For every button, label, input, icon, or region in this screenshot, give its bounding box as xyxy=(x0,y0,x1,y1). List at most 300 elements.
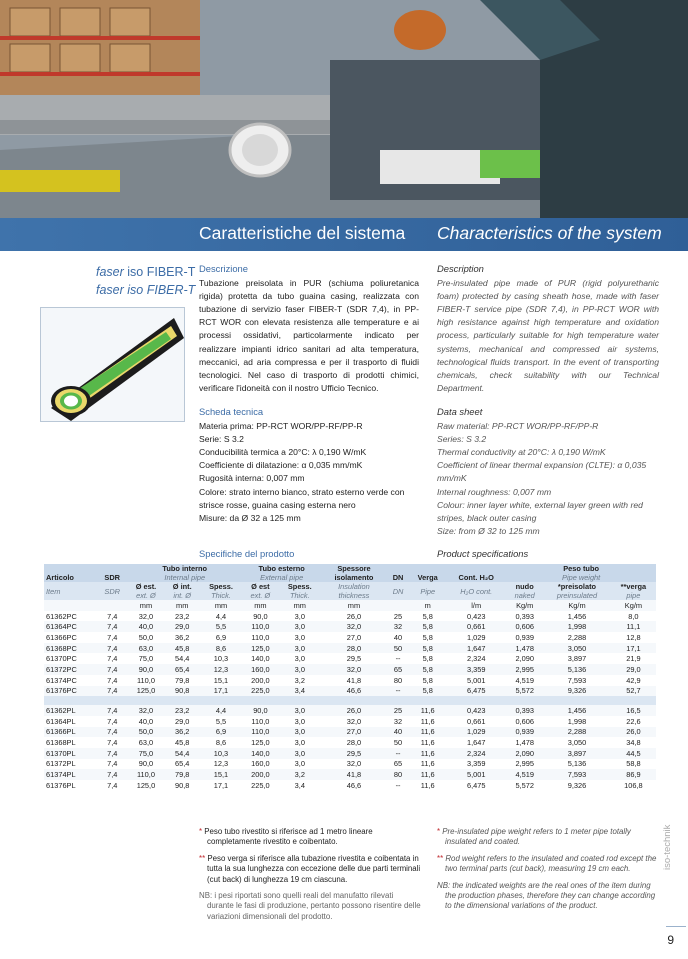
table-cell: 1,478 xyxy=(506,643,543,654)
table-cell: 140,0 xyxy=(242,748,278,759)
table-cell: 2,090 xyxy=(506,748,543,759)
table-cell: 6,9 xyxy=(200,727,243,738)
table-cell: 7,4 xyxy=(107,780,118,790)
hdr-sdr-en: SDR xyxy=(97,582,127,600)
unit-cell: mm xyxy=(279,600,322,611)
table-cell: 11,1 xyxy=(611,621,656,632)
table-cell: 9,326 xyxy=(543,686,611,697)
unit-cell: l/m xyxy=(446,600,506,611)
table-cell: 17,1 xyxy=(611,643,656,654)
table-cell: 32,0 xyxy=(321,664,387,675)
table-cell: 2,324 xyxy=(466,654,486,664)
table-cell: 23,2 xyxy=(175,611,190,621)
table-cell: 7,4 xyxy=(107,738,118,748)
datasheet-line: Coefficient of linear thermal expansion (CLTE): α 0,035 mm/mK xyxy=(437,460,647,484)
table-cell: 3,4 xyxy=(294,780,305,790)
table-cell: 46,6 xyxy=(321,686,387,697)
scheda-heading: Scheda tecnica xyxy=(199,405,264,417)
scheda-line: Conducibilità termica a 20°C: λ 0,190 W/mK xyxy=(199,447,367,458)
article-code: 61368PL xyxy=(46,738,76,748)
table-cell: 4,519 xyxy=(506,769,543,780)
product-name-1: faser iso FIBER-T xyxy=(96,265,196,279)
table-cell: 5,136 xyxy=(567,759,587,769)
table-cell: 0,393 xyxy=(515,611,534,621)
table-separator xyxy=(44,696,656,705)
group-tubo-esterno: Tubo esterno xyxy=(242,564,321,573)
pipe-layers-illustration xyxy=(41,308,184,421)
table-cell: 11,6 xyxy=(409,705,446,716)
table-row xyxy=(44,705,656,716)
table-cell: 3,359 xyxy=(466,759,486,769)
table-cell: 45,8 xyxy=(165,643,200,654)
table-cell: 90,0 xyxy=(242,705,278,716)
note: ** Peso verga si riferisce alla tubazione rivestita e coibentata in tutta la sua lunghezza con eccezione delle due parti terminali (cut back) di lunghezza 19 cm ciascuna. xyxy=(199,853,421,884)
table-cell: 125,0 xyxy=(251,738,270,748)
table-cell: 3,2 xyxy=(279,769,322,780)
table-cell: 26,0 xyxy=(346,611,362,621)
table-row xyxy=(44,769,656,780)
notes-english xyxy=(437,827,659,918)
table-cell: 125,0 xyxy=(127,686,165,697)
table-cell: 200,0 xyxy=(242,769,278,780)
table-cell: 15,1 xyxy=(213,675,229,685)
unit-cell: mm xyxy=(165,600,200,611)
article-code: 61366PL xyxy=(44,727,97,738)
hdr-dn-en: DN xyxy=(387,582,409,600)
table-cell: 63,0 xyxy=(127,643,165,654)
table-row xyxy=(44,632,656,643)
table-cell: 3,0 xyxy=(279,643,322,654)
table-cell: 54,4 xyxy=(165,748,200,759)
product-spec-table xyxy=(44,564,656,791)
table-cell: 3,0 xyxy=(294,738,305,748)
table-cell: 65 xyxy=(387,664,409,675)
table-cell: 65,4 xyxy=(165,664,200,675)
table-cell: 9,326 xyxy=(567,780,587,790)
table-cell: -- xyxy=(387,686,409,697)
table-cell: 1,029 xyxy=(446,727,506,738)
scheda-line: Rugosità interna: 0,007 mm xyxy=(199,473,305,484)
table-cell: 7,4 xyxy=(97,621,127,632)
table-cell: -- xyxy=(395,654,401,664)
table-cell: 3,050 xyxy=(567,738,587,748)
description-text: Pre-insulated pipe made of PUR (rigid polyurethanic foam) protected by casing sheath hose, made with faser FIBER-T service pipe (SDR 7,4), in PP-RCT WOR with high resistance against high temperature and oxidation process, particularly suitable for high temperature water systems, mechanical and compressed air systems, technological fluids transport. In the event of transporting chemicals, check suitability with our Technical Department. xyxy=(437,278,659,393)
table-cell: 42,9 xyxy=(626,675,641,685)
article-code: 61362PL xyxy=(44,705,97,716)
table-cell: 25 xyxy=(387,705,409,716)
group-peso: Peso tubo xyxy=(506,564,656,573)
article-code: 61376PL xyxy=(46,780,76,790)
table-cell: 29,5 xyxy=(321,748,387,759)
table-cell: 41,8 xyxy=(346,675,362,685)
table-cell: 11,6 xyxy=(420,738,435,748)
unit-cell: mm xyxy=(321,600,387,611)
english-column xyxy=(437,262,659,538)
group-spessore: Spessore xyxy=(321,564,387,573)
table-cell: 32,0 xyxy=(321,621,387,632)
factory-pipes-illustration xyxy=(0,0,688,218)
datasheet-line: Colour: inner layer white, external layer green with red stripes, black outer casing xyxy=(437,499,643,523)
table-cell: 29,0 xyxy=(175,716,190,726)
table-cell: 140,0 xyxy=(251,654,270,664)
table-cell: 90,0 xyxy=(253,611,268,621)
table-cell: 3,4 xyxy=(279,686,322,697)
hdr-isolamento: isolamento xyxy=(321,573,387,582)
table-cell: 0,939 xyxy=(506,727,543,738)
table-cell: 22,6 xyxy=(626,716,641,726)
table-cell: 11,6 xyxy=(420,716,435,726)
scheda-line: Materia prima: PP-RCT WOR/PP-RF/PP-R xyxy=(199,421,363,432)
table-cell: 7,4 xyxy=(107,675,118,685)
unit-cell xyxy=(97,600,127,611)
table-cell: 29,5 xyxy=(346,654,362,664)
hdr-o-est: Ø est. ext. Ø xyxy=(127,582,165,600)
article-code: 61376PC xyxy=(44,686,97,697)
table-cell: 5,8 xyxy=(422,675,433,685)
unit-cell: mm xyxy=(127,600,165,611)
datasheet-line: Series: S 3.2 xyxy=(437,434,487,445)
table-cell: 8,0 xyxy=(628,611,639,621)
unit-cell: mm xyxy=(242,600,278,611)
table-cell: 3,897 xyxy=(567,654,587,664)
table-cell: 7,4 xyxy=(107,759,118,769)
table-cell: 1,456 xyxy=(543,705,611,716)
datasheet-line: Raw material: PP-RCT WOR/PP-RF/PP-R xyxy=(437,421,599,432)
table-cell: -- xyxy=(387,748,409,759)
table-cell: 3,050 xyxy=(543,643,611,654)
table-cell: 12,8 xyxy=(626,632,641,642)
table-cell: 0,423 xyxy=(466,611,486,621)
table-cell: 79,8 xyxy=(165,769,200,780)
table-cell: 0,606 xyxy=(515,716,534,726)
table-cell: 90,0 xyxy=(138,759,154,769)
table-cell: 32,0 xyxy=(346,716,362,726)
note: * Peso tubo rivestito si riferisce ad 1 metro lineare completamente rivestito e coibentato. xyxy=(199,827,373,847)
table-body xyxy=(44,600,656,791)
table-cell: 15,1 xyxy=(200,769,243,780)
table-cell: 2,995 xyxy=(506,664,543,675)
table-cell: 7,4 xyxy=(97,748,127,759)
table-cell: 5,5 xyxy=(200,621,243,632)
table-cell: 3,897 xyxy=(543,748,611,759)
table-cell: 6,475 xyxy=(446,686,506,697)
table-cell: 200,0 xyxy=(251,675,270,685)
table-cell: 0,661 xyxy=(466,716,486,726)
table-cell: 7,4 xyxy=(97,705,127,716)
hdr-e-spess: Spess. Thick. xyxy=(279,582,322,600)
table-cell: 7,4 xyxy=(107,632,118,642)
unit-cell: mm xyxy=(200,600,243,611)
table-cell: 50,0 xyxy=(138,632,154,642)
table-cell: 29,0 xyxy=(611,664,656,675)
group-external-pipe: External pipe xyxy=(242,573,321,582)
table-cell: -- xyxy=(395,780,401,790)
unit-cell: m xyxy=(409,600,446,611)
table-cell: 90,0 xyxy=(127,664,165,675)
table-cell: 1,478 xyxy=(515,738,534,748)
table-cell: 27,0 xyxy=(321,727,387,738)
table-row xyxy=(44,716,656,727)
table-cell: 125,0 xyxy=(242,643,278,654)
table-cell: 75,0 xyxy=(138,654,154,664)
table-cell: 0,606 xyxy=(506,621,543,632)
separator-cell xyxy=(44,696,656,705)
table-cell: 63,0 xyxy=(138,738,154,748)
unit-cell: Kg/m xyxy=(543,600,611,611)
hdr-dn: DN xyxy=(387,573,409,582)
table-cell: 86,9 xyxy=(611,769,656,780)
table-cell: 32,0 xyxy=(138,611,154,621)
table-cell: 1,647 xyxy=(466,738,486,748)
table-cell: 160,0 xyxy=(251,759,270,769)
scheda-line: Coefficiente di dilatazione: α 0,035 mm/mK xyxy=(199,460,363,471)
section-title-it: Caratteristiche del sistema xyxy=(199,223,406,243)
unit-cell: Kg/m xyxy=(506,600,543,611)
table-cell: 11,6 xyxy=(409,727,446,738)
note: NB: the indicated weights are the real ones of the item during the production phases, therefore they can change according to the dimensional variations of the product. xyxy=(437,880,656,911)
table-cell: 0,423 xyxy=(446,705,506,716)
hero-photo xyxy=(0,0,688,218)
table-cell: 11,6 xyxy=(409,748,446,759)
table-cell: 4,4 xyxy=(200,705,243,716)
table-cell: 23,2 xyxy=(165,705,200,716)
table-cell: 5,5 xyxy=(215,716,227,726)
note: * Pre-insulated pipe weight refers to 1 meter pipe totally insulated and coated. xyxy=(437,827,631,847)
product-name-2: faser iso FIBER-T xyxy=(96,283,196,297)
table-cell: 1,029 xyxy=(466,632,486,642)
table-cell: 26,0 xyxy=(321,705,387,716)
table-cell: 75,0 xyxy=(127,748,165,759)
group-tubo-interno: Tubo interno xyxy=(127,564,242,573)
table-cell: 32 xyxy=(387,621,409,632)
table-cell: 28,0 xyxy=(321,643,387,654)
table-row xyxy=(44,643,656,654)
article-code: 61374PC xyxy=(46,675,77,685)
article-code: 61370PL xyxy=(44,748,97,759)
table-cell: 3,0 xyxy=(294,716,305,726)
table-cell: 7,4 xyxy=(107,611,118,621)
table-cell: 65,4 xyxy=(175,759,190,769)
table-cell: 17,1 xyxy=(213,780,229,790)
table-cell: 44,5 xyxy=(611,748,656,759)
table-cell: 7,4 xyxy=(97,643,127,654)
table-cell: 29,0 xyxy=(165,621,200,632)
table-cell: 7,593 xyxy=(567,675,587,685)
page-rule xyxy=(666,926,686,927)
group-internal-pipe: Internal pipe xyxy=(127,573,242,582)
article-code: 61372PL xyxy=(46,759,76,769)
section-title-en: Characteristics of the system xyxy=(437,223,662,243)
table-row xyxy=(44,686,656,697)
table-cell: 41,8 xyxy=(321,769,387,780)
table-cell: 5,136 xyxy=(543,664,611,675)
datasheet-line: Internal roughness: 0,007 mm xyxy=(437,486,552,497)
table-cell: 2,090 xyxy=(515,654,534,664)
hdr-preisolato: *preisolato preinsulated xyxy=(543,582,611,600)
table-cell: 110,0 xyxy=(136,675,155,685)
table-cell: 7,593 xyxy=(543,769,611,780)
table-cell: 21,9 xyxy=(626,654,641,664)
table-cell: 3,2 xyxy=(294,675,305,685)
table-cell: 3,0 xyxy=(279,727,322,738)
table-cell: 50 xyxy=(387,643,409,654)
table-cell: 7,4 xyxy=(97,769,127,780)
table-cell: 16,5 xyxy=(611,705,656,716)
hdr-e-est: Ø est ext. Ø xyxy=(242,582,278,600)
table-cell: 3,0 xyxy=(294,611,305,621)
table-cell: 0,393 xyxy=(506,705,543,716)
table-cell: 3,0 xyxy=(294,632,305,642)
unit-cell xyxy=(44,600,97,611)
table-cell: 40 xyxy=(393,632,403,642)
table-cell: 12,3 xyxy=(200,664,243,675)
table-cell: 28,0 xyxy=(346,738,362,748)
table-cell: 225,0 xyxy=(242,686,278,697)
table-cell: 27,0 xyxy=(346,632,362,642)
table-cell: 3,0 xyxy=(279,621,322,632)
notes-italian xyxy=(199,827,421,928)
table-cell: 110,0 xyxy=(251,716,270,726)
table-cell: 1,456 xyxy=(567,611,587,621)
table-cell: 17,1 xyxy=(200,686,243,697)
table-cell: 3,0 xyxy=(279,705,322,716)
unit-cell xyxy=(387,600,409,611)
table-cell: 125,0 xyxy=(136,780,156,790)
specifiche-heading: Specifiche del prodotto xyxy=(199,548,295,559)
article-code: 61372PC xyxy=(44,664,97,675)
descrizione-heading: Descrizione xyxy=(199,263,248,274)
table-cell: 50,0 xyxy=(127,727,165,738)
table-cell: 5,8 xyxy=(409,621,446,632)
table-cell: 52,7 xyxy=(611,686,656,697)
table-cell: 5,8 xyxy=(409,664,446,675)
hdr-cont: Cont. H₂O xyxy=(446,573,506,582)
table-cell: 40 xyxy=(387,727,409,738)
table-cell: 7,4 xyxy=(107,654,118,664)
table-cell: 10,3 xyxy=(213,654,229,664)
table-row xyxy=(44,675,656,686)
article-code: 61364PC xyxy=(44,621,97,632)
table-cell: 2,288 xyxy=(543,727,611,738)
article-code: 61366PC xyxy=(46,632,77,642)
table-cell: 90,8 xyxy=(165,686,200,697)
table-cell: 5,572 xyxy=(515,780,534,790)
table-cell: 36,2 xyxy=(165,727,200,738)
table-cell: 8,6 xyxy=(200,643,243,654)
table-cell: 5,572 xyxy=(506,686,543,697)
table-cell: 3,0 xyxy=(294,654,305,664)
hdr-spess: Spess. Thick. xyxy=(200,582,243,600)
table-cell: 12,3 xyxy=(213,759,229,769)
table-cell: 225,0 xyxy=(251,780,270,790)
table-cell: 5,8 xyxy=(422,611,433,621)
table-cell: 2,324 xyxy=(446,748,506,759)
datasheet-line: Thermal conductivity at 20°C: λ 0,190 W/mK xyxy=(437,447,606,458)
table-cell: 7,4 xyxy=(107,716,118,726)
section-header-band xyxy=(0,218,688,251)
descrizione-text: Tubazione preisolata in PUR (schiuma poliuretanica rigida) protetta da tubo guaina casing, realizzata con tubazione di servizio faser FIBER-T (SDR 7,4), in PP-RCT WOR con elevata resistenza alle temperature e ai processi ossidativi, particolarmente indicato per realizzare impianti idrico sanitari ad alta temperatura, meccanici, ad aria compressa e per il trasporto di fluidi tecnologici. Nel caso di trasporto di prodotti chimici, verificare l'idoneità con il nostro Ufficio Tecnico. xyxy=(199,278,419,393)
table-cell: 4,519 xyxy=(515,675,534,685)
article-code: 61368PC xyxy=(44,643,97,654)
table-cell: 6,9 xyxy=(215,632,227,642)
table-cell: 110,0 xyxy=(242,621,278,632)
hdr-verga: Verga xyxy=(409,573,446,582)
hdr-sdr: SDR xyxy=(97,573,127,582)
note: ** Rod weight refers to the insulated and coated rod except the two terminal parts (cut back), measuring 19 cm each. xyxy=(437,853,657,874)
table-row xyxy=(44,611,656,622)
table-cell: 3,0 xyxy=(279,664,322,675)
table-cell: 79,8 xyxy=(175,675,190,685)
col-articolo xyxy=(44,564,97,573)
table-cell: 110,0 xyxy=(127,769,165,780)
description-heading: Description xyxy=(437,263,484,274)
table-cell: 40,0 xyxy=(138,716,154,726)
table-cell: 36,2 xyxy=(175,632,190,642)
table-cell: 106,8 xyxy=(624,780,643,790)
article-code: 61362PC xyxy=(46,611,77,621)
table-row xyxy=(44,748,656,759)
hdr-item: Item xyxy=(44,582,97,600)
table-cell: 7,4 xyxy=(97,727,127,738)
article-code: 61364PL xyxy=(46,716,76,726)
hdr-cont-en: H₂O cont. xyxy=(446,582,506,600)
table-cell: 34,8 xyxy=(626,738,641,748)
table-cell: 1,998 xyxy=(567,716,587,726)
table-row xyxy=(44,737,656,748)
table-row xyxy=(44,780,656,791)
table-cell: 80 xyxy=(393,675,403,685)
table-cell: 5,8 xyxy=(409,643,446,654)
table-cell: 11,6 xyxy=(409,769,446,780)
units-row xyxy=(44,600,656,611)
table-cell: 2,288 xyxy=(567,632,587,642)
table-cell: 1,998 xyxy=(543,621,611,632)
hdr-o-int: Ø int. int. Ø xyxy=(165,582,200,600)
note: NB: i pesi riportati sono quelli reali del manufatto rilevati durante le fasi di produzione, pertanto possono risentire delle variazioni dimensionali del prodotto. xyxy=(199,891,421,921)
hdr-articolo: Articolo xyxy=(44,573,97,582)
unit-cell: Kg/m xyxy=(611,600,656,611)
pipe-cross-section-image xyxy=(40,307,185,422)
table-cell: 2,995 xyxy=(515,759,534,769)
table-cell: 11,6 xyxy=(420,780,435,790)
table-cell: 4,4 xyxy=(215,611,227,621)
table-cell: 32 xyxy=(393,716,403,726)
table-cell: 50 xyxy=(393,738,403,748)
table-cell: 32,0 xyxy=(346,759,362,769)
table-cell: 10,3 xyxy=(200,748,243,759)
hdr-nudo: nudo naked xyxy=(506,582,543,600)
table-cell: 7,4 xyxy=(97,686,127,697)
table-cell: 80 xyxy=(387,769,409,780)
scheda-line: Colore: strato interno bianco, strato esterno verde con strisce rosse, guaina casing esterna nero xyxy=(199,486,405,510)
article-code: 61370PC xyxy=(46,654,77,664)
hdr-insulation: Insulation thickness xyxy=(321,582,387,600)
datasheet-line: Size: from Ø 32 to 125 mm xyxy=(437,525,540,536)
table-cell: 54,4 xyxy=(175,654,190,664)
table-cell: 25 xyxy=(393,611,403,621)
product-specs-heading: Product specifications xyxy=(437,548,529,559)
table-cell: 110,0 xyxy=(242,727,278,738)
italian-column xyxy=(199,262,419,525)
datasheet-heading: Data sheet xyxy=(437,405,483,417)
table-cell: 5,8 xyxy=(409,686,446,697)
table-cell: 5,001 xyxy=(466,675,486,685)
table-cell: 8,6 xyxy=(215,738,227,748)
table-cell: 5,8 xyxy=(422,654,433,664)
hdr-verga-w: **verga pipe xyxy=(611,582,656,600)
table-cell: 26,0 xyxy=(611,727,656,738)
table-cell: 6,475 xyxy=(466,780,486,790)
